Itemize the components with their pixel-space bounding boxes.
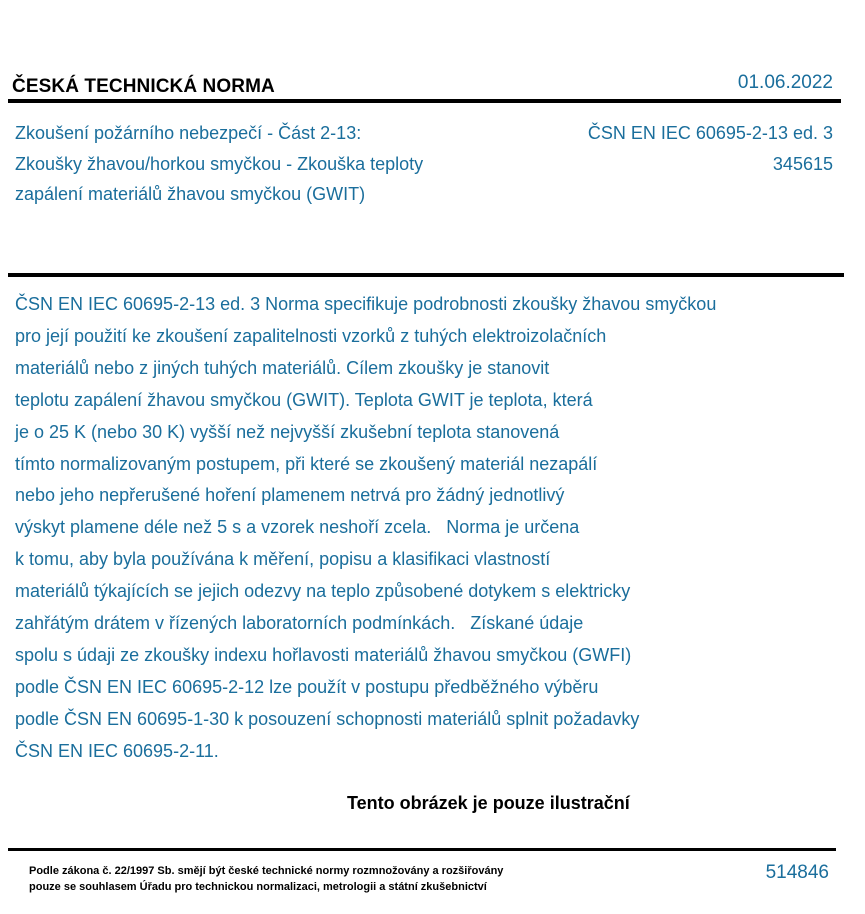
standard-designation: ČSN EN IEC 60695-2-13 ed. 3 [587, 123, 833, 143]
legal-notice [29, 864, 503, 895]
standard-title-line: Zkoušení požárního nebezpečí - Část 2-13: [15, 123, 362, 143]
abstract-line: materiálů nebo z jiných tuhých materiálů. Cílem zkoušky je stanovit [15, 357, 550, 378]
document-number: 514846 [765, 862, 829, 883]
abstract-line: ČSN EN IEC 60695-2-13 ed. 3 Norma specifikuje podrobnosti zkoušky žhavou smyčkou [15, 294, 717, 314]
legal-notice-line: pouze se souhlasem Úřadu pro technickou normalizaci, metrologii a státní zkušebnictví [29, 880, 487, 893]
classification-number: 345615 [772, 153, 833, 174]
standard-abstract [15, 289, 860, 768]
abstract-line: teplotu zapálení žhavou smyčkou (GWIT). Teplota GWIT je teplota, která [15, 389, 593, 410]
illustration-note: Tento obrázek je pouze ilustrační [347, 793, 630, 813]
abstract-line: materiálů týkajících se jejich odezvy na teplo způsobené dotykem s elektricky [15, 581, 631, 602]
abstract-line: nebo jeho nepřerušené hoření plamenem netrvá pro žádný jednotlivý [15, 485, 565, 506]
abstract-line: zahřátým drátem v řízených laboratorních podmínkách. Získané údaje [15, 613, 584, 634]
document-header-title: ČESKÁ TECHNICKÁ NORMA [12, 76, 275, 97]
abstract-line: k tomu, aby byla používána k měření, popisu a klasifikaci vlastností [15, 549, 551, 570]
header-divider [8, 99, 841, 103]
standard-title-line: zapálení materiálů žhavou smyčkou (GWIT) [15, 184, 366, 204]
footer-divider [8, 848, 836, 851]
legal-notice-line: Podle zákona č. 22/1997 Sb. smějí být české technické normy rozmnožovány a rozšiřovány [29, 865, 504, 877]
abstract-line: spolu s údaji ze zkoušky indexu hořlavosti materiálů žhavou smyčkou (GWFI) [15, 644, 632, 665]
publication-date: 01.06.2022 [737, 72, 833, 93]
abstract-line: podle ČSN EN 60695-1-30 k posouzení schopnosti materiálů splnit požadavky [15, 708, 640, 729]
standard-identification [588, 118, 833, 179]
abstract-line: podle ČSN EN IEC 60695-2-12 lze použít v postupu předběžného výběru [15, 676, 599, 697]
abstract-line: pro její použití ke zkoušení zapalitelnosti vzorků z tuhých elektroizolačních [15, 325, 607, 346]
abstract-line: tímto normalizovaným postupem, při které se zkoušený materiál nezapálí [15, 453, 598, 474]
abstract-line: ČSN EN IEC 60695-2-11. [15, 740, 219, 761]
abstract-line: je o 25 K (nebo 30 K) vyšší než nejvyšší zkušební teplota stanovená [15, 421, 560, 442]
abstract-line: výskyt plamene déle než 5 s a vzorek neshoří zcela. Norma je určena [15, 517, 580, 538]
section-divider [8, 273, 844, 277]
standard-title [15, 118, 535, 210]
standard-title-line: Zkoušky žhavou/horkou smyčkou - Zkouška teploty [15, 153, 424, 174]
